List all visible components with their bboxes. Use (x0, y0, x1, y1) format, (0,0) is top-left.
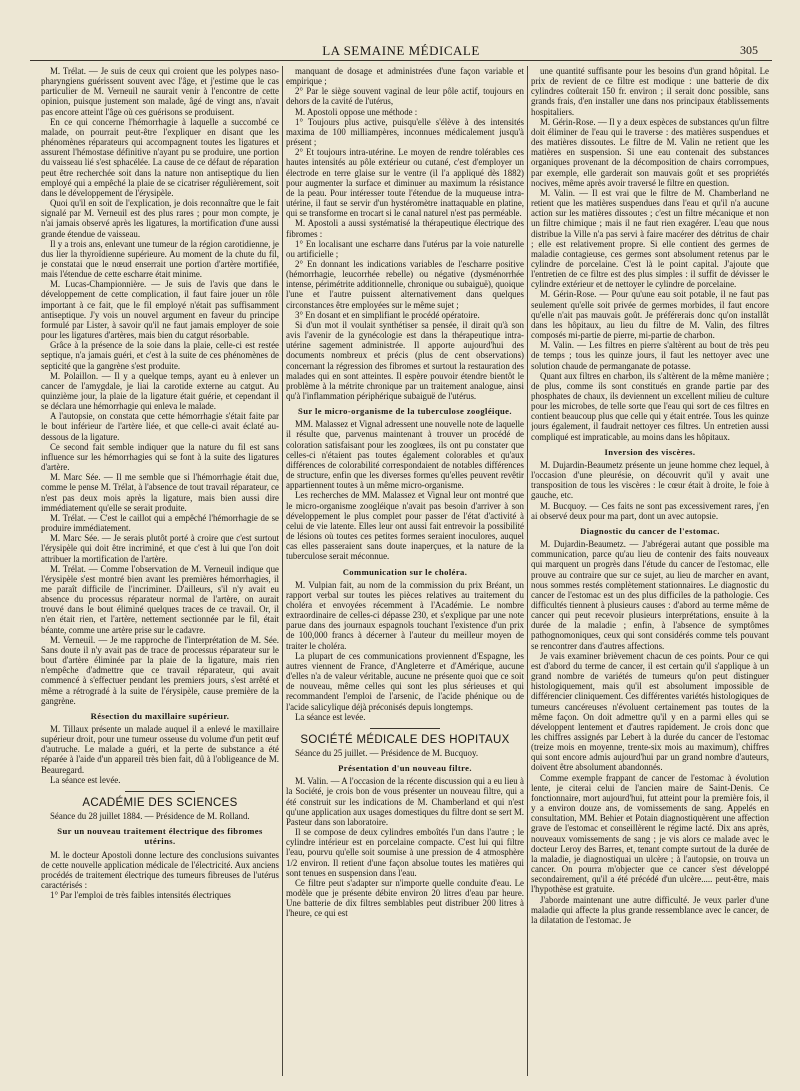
paragraph: Ce filtre peut s'adapter sur n'importe quelle conduite d'eau. Le modèle que je présente débite environ 20 litres d'eau par heure. Une batterie de dix filtres semblables peut distribuer 200 litres à l'heure, ce qui est (286, 877, 524, 919)
paragraph: Comme exemple frappant de cancer de l'estomac à évolution lente, je citerai celui de l'ancien maire de Saint-Denis. Ce fonctionnaire, mort aujourd'hui, fut atteint pour la première fois, il y a environ douze ans, de vomissements de sang. Appelés en consultation, MM. Behier et Potain diagnostiquèrent une affection grave de l'estomac et conseillèrent le régime lacté. Dix ans après, nouveaux vomissements de sang ; je vis alors ce malade avec le docteur Leroy des Barres, et, tenant compte surtout de la durée de la maladie, je diagnostiquai un ulcère ; à l'autopsie, on trouva un cancer. On pourra m'objecter que ce cancer s'est développé secondairement, qu'il a été précédé d'un ulcère..... peut-être, mais l'hypothèse est gratuite. (531, 772, 769, 895)
paragraph: En ce qui concerne l'hémorrhagie à laquelle a succombé ce malade, on pourrait peut-être l'expliquer en disant que les phénomènes réparateurs qui accompagnent toutes les ligatures et assurent l'hémostase définitive n'ayant pu se produire, une portion du vaisseau lié s'est sphacélée. La cause de ce défaut de réparation peut être recherchée soit dans la nature non antiseptique du lien employé qui a empêché la plaie de se cicatriser régulièrement, soit dans le développement de l'érysipèle. (41, 116, 279, 198)
paragraph: 2° Et toujours intra-utérine. Le moyen de rendre tolérables ces hautes intensités au pôle extérieur ou cutané, c'est d'employer un électrode en terre glaise sur le ventre (il l'a appliqué dès 1882) pour augmenter la surface et diminuer au maximum la résistance de la peau. Pour intéresser toute l'étendue de la muqueuse intra-utérine, il faut se servir d'un hystéromètre inattaquable en platine, qui se transforme en trocart si le canal naturel n'est pas perméable. (286, 147, 524, 219)
paragraph: 2° En donnant les indications variables de l'escharre positive (hémorrhagie, leucorrhée rebelle) ou négative (dysménorrhée intense, périmétrite additionnelle, chronique ou subaiguë), quoique l'une et l'autre puissent alternativement dans quelques circonstances être employées sur le même sujet ; (286, 258, 524, 310)
paragraph: Il y a trois ans, enlevant une tumeur de la région carotidienne, je dus lier la thyroïdienne supérieure. Au moment de la chute du fil, je constatai que le nœud enserrait une portion d'artère mortifiée, mais l'étendue de cette escharre était minime. (41, 238, 279, 280)
paragraph: La plupart de ces communications proviennent d'Espagne, les autres viennent de France, d'Angleterre et d'Amérique, aucune d'elles n'a de valeur véritable, aucune ne présente quoi que ce soit de nouveau, même celles qui sont les plus sérieuses et qui recommandent l'emploi de l'arsenic, de l'acide phénique ou de l'acide salicylique déjà préconisés depuis longtemps. (286, 650, 524, 712)
paragraph: M. Dujardin-Beaumetz. — J'abrégerai autant que possible ma communication, parce qu'au lieu de contenir des faits nouveaux qui marquent un progrès dans l'étude du cancer de l'estomac, elle prouve au contraire que sur ce sujet, au lieu de marcher en avant, nous sommes restés complètement stationnaires. Le diagnostic du cancer de l'estomac est un des plus difficiles de la pathologie. Ces difficultés tiennent à plusieurs causes : d'abord au terme même de cancer qui peut recevoir plusieurs interprétations, ensuite à la durée de la maladie ; enfin, à l'absence de symptômes pathognomoniques, ceux qui sont considérés comme tels pouvant se rencontrer dans d'autres affections. (531, 539, 769, 651)
column-divider-2 (527, 66, 528, 1076)
running-header (30, 40, 772, 61)
paragraph: M. Apostoli oppose une méthode : (295, 106, 418, 117)
section-heading: Communication sur le choléra. (342, 566, 468, 577)
section-heading: Présentation d'un nouveau filtre. (338, 763, 472, 774)
paragraph: Ce second fait semble indiquer que la nature du fil est sans influence sur les hémorrhagies qui se font à la suite des ligatures d'artère. (41, 441, 279, 473)
paragraph: M. Gérin-Rose. — Pour qu'une eau soit potable, il ne faut pas seulement qu'elle soit privée de germes morbides, il faut encore qu'elle n'ait pas mauvais goût. Je préférerais donc qu'on installât dans les hôpitaux, au lieu du filtre de M. Valin, des filtres composés mi-partie de pierre, mi-partie de charbon. (531, 289, 769, 341)
paragraph: 2° Par le siège souvent vaginal de leur pôle actif, toujours en dehors de la cavité de l'utérus, (286, 86, 524, 107)
society-heading: ACADÉMIE DES SCIENCES (82, 796, 238, 809)
paragraph: M. Gérin-Rose. — Il y a deux espèces de substances qu'un filtre doit éliminer de l'eau qui le traverse : des matières suspendues et des matières dissoutes. Le filtre de M. Valin ne retient que les matières en suspension. Si une eau contenait des substances organiques provenant de la décomposition de chairs corrompues, par exemple, elle garderait son mauvais goût et ses propriétés nocives, même après avoir traversé le filtre en question. (531, 116, 769, 188)
section-heading: Sur le micro-organisme de la tuberculose zoogléique. (298, 406, 512, 417)
paragraph: Si d'un mot il voulait synthétiser sa pensée, il dirait qu'à son avis l'avenir de la gynécologie est dans la thérapeutique intra-utérine sagement administrée. Il apporte aujourd'hui des documents nombreux et précis (plus de cent observations) concernant la régression des fibromes et surtout la restauration des malades qui en sont atteintes. Il espère pouvoir étendre bientôt le problème à la métrite chronique par un traitement analogue, ainsi qu'à l'inflammation périphérique subaiguë de l'utérus. (286, 319, 524, 401)
paragraph: M. Tillaux présente un malade auquel il a enlevé le maxillaire supérieur droit, pour une tumeur osseuse du volume d'un petit œuf d'autruche. Le malade a guéri, et la perte de substance a été réparée à l'aide d'un appareil très bien fait, dû à l'obligeance de M. Beauregard. (41, 724, 279, 775)
paragraph: M. Marc Sée. — Il me semble que si l'hémorrhagie était due, comme le pense M. Trélat, à l'absence de tout travail réparateur, ce n'est pas deux mois après la ligature, mais bien aussi dire immédiatement qu'elle se serait produite. (41, 472, 279, 513)
paragraph: Les recherches de MM. Malassez et Vignal leur ont montré que le micro-organisme zoogléique n'avait pas besoin d'arriver à son développement le plus complet pour passer de l'état d'activité à celui de vie latente. Elles leur ont aussi fait entrevoir la possibilité de lésions où toutes ces petites formes seraient inoculores, auquel cas elles passeraient sans doute inaperçues, et la nature de la tuberculose serait méconnue. (286, 490, 524, 562)
section-rule (370, 728, 440, 729)
paragraph: 1° En localisant une escharre dans l'utérus par la voie naturelle ou artificielle ; (286, 238, 524, 259)
paragraph: M. Polaillon. — Il y a quelque temps, ayant eu à enlever un cancer de l'amygdale, je liai la carotide externe au catgut. Au quinzième jour, la plaie de la ligature était guérie, et cependant il se déclara une hémorrhagie qui enleva le malade. (41, 370, 279, 412)
paragraph: Quoi qu'il en soit de l'explication, je dois reconnaître que le fait signalé par M. Verneuil est des plus rares ; pour mon compte, je n'ai jamais observé après les ligatures, la mortification d'une aussi grande étendue de vaisseau. (41, 198, 279, 239)
paragraph: M. Trélat. — C'est le caillot qui a empêché l'hémorrhagie de se produire immédiatement. (41, 512, 279, 534)
paragraph: M. Valin. — A l'occasion de la récente discussion qui a eu lieu à la Société, je crois bon de vous présenter un nouveau filtre, qui a été construit sur les indications de M. Chamberland et qui n'est qu'une application aux usages domestiques du filtre dont se sert M. Pasteur dans son laboratoire. (286, 776, 524, 827)
section-heading: Résection du maxillaire supérieur. (90, 710, 230, 721)
column-1 (41, 66, 279, 1078)
paragraph: M. Bucquoy. — Ces faits ne sont pas excessivement rares, j'en ai observé deux pour ma part, dont un avec autopsie. (531, 500, 769, 521)
paragraph: M. Trélat. — Comme l'observation de M. Verneuil indique que l'érysipèle s'est montré bien avant les premières hémorrhagies, il me paraît difficile de l'incriminer. D'ailleurs, s'il n'y avait eu absence du processus réparateur normal de l'artère, on aurait trouvé dans le bout éliminé quelques traces de ce travail. Or, il n'en était rien, et l'artère, nettement sectionnée par le fil, était béante, comme une artère prise sur le cadavre. (41, 563, 279, 635)
column-3 (531, 66, 769, 1078)
paragraph: M. Vulpian fait, au nom de la commission du prix Bréant, un rapport verbal sur toutes les pièces relatives au traitement du choléra et envoyées récemment à l'Académie. Le nombre extraordinaire de celles-ci dépasse 230, et s'explique par une note parue dans des journaux espagnols touchant l'existence d'un prix de 100,000 francs à décerner à l'auteur du meilleur moyen de traiter le choléra. (286, 579, 524, 651)
running-title: LA SEMAINE MÉDICALE (322, 43, 480, 58)
paragraph: Grâce à la présence de la soie dans la plaie, celle-ci est restée septique, n'a jamais guéri, et c'est à la suite de ces phénomènes de septicité que la gangrène s'est produite. (41, 340, 279, 371)
paragraph: 1° Toujours plus active, puisqu'elle s'élève à des intensités maxima de 100 milliampères, inconnues médicalement jusqu'à présent ; (286, 116, 524, 148)
paragraph: M. Marc Sée. — Je serais plutôt porté à croire que c'est surtout l'érysipèle qui doit être incriminé, et que c'est à lui que l'on doit attribuer la mortification de l'artère. (41, 533, 279, 564)
paragraph: Je vais examiner brièvement chacun de ces points. Pour ce qui est d'abord du terme de cancer, il est certain qu'il s'applique à un grand nombre de variétés de tumeurs qu'on peut distinguer histologiquement, mais qu'il est absolument impossible de différencier cliniquement. Ces différentes variétés histologiques de tumeurs cancéreuses n'évoluent certainement pas toutes de la même façon. On doit admettre qu'il y en a parmi elles qui se développent lentement et d'autres rapidement. Je crois donc que les chiffres assignés par Lebert à la durée du cancer de l'estomac (treize mois en moyenne, trente-six mois au maximum), chiffres qui sont encore admis aujourd'hui par un grand nombre d'auteurs, doivent être absolument abandonnés. (531, 650, 769, 773)
section-heading: Inversion des viscères. (604, 446, 696, 457)
paragraph: M. Lucas-Championnière. — Je suis de l'avis que dans le développement de cette complication, il faut faire jouer un rôle important à ce fait, que le fil employé n'était pas suffisamment antiseptique. J'y vois un nouvel argument en faveur du principe formulé par Lister, à savoir qu'il ne faut jamais employer de soie pour les ligatures d'artères, mais bien du catgut résorbable. (41, 279, 279, 341)
column-2 (286, 66, 524, 1078)
paragraph: M. le docteur Apostoli donne lecture des conclusions suivantes de cette nouvelle application médicale de l'électricité. Aux anciens procédés de traitement électrique des tumeurs fibreuses de l'utérus caractérisés : (41, 849, 279, 891)
paragraph: M. Valin. — Il est vrai que le filtre de M. Chamberland ne retient que les matières suspendues dans l'eau et qu'il n'a aucune action sur les matières dissoutes ; c'est un filtre mécanique et non un filtre chimique ; mais il ne faut rien exagérer. L'eau que nous distribue la Ville n'a pas servi à faire macérer des détritus de chair ; elle est relativement propre. Si elle contient des germes de maladie contagieuse, ces germes sont absolument retenus par le cylindre de porcelaine. C'est là le point capital. J'ajoute que l'entretien de ce filtre est des plus simples : il suffit de dévisser le cylindre extérieur et de nettoyer le cylindre de porcelaine. (531, 187, 769, 290)
paragraph: La séance est levée. (50, 774, 121, 785)
paragraph: M. Trélat. — Je suis de ceux qui croient que les polypes naso-pharyngiens guérissent souvent avec l'âge, et j'estime que le cas particulier de M. Verneuil ne saurait venir à l'encontre de cette opinion, puisque justement son malade, âgé de vingt ans, n'avait pas encore atteint l'âge où ces guérisons se produisent. (41, 66, 279, 117)
section-heading: Diagnostic du cancer de l'estomac. (580, 525, 720, 536)
paragraph: A l'autopsie, on constata que cette hémorrhagie s'était faite par le bout inférieur de l'artère liée, et que celle-ci avait éclaté au-dessous de la ligature. (41, 411, 279, 442)
paragraph: Quant aux filtres en charbon, ils s'altèrent de la même manière ; de plus, comme ils sont constitués en grande partie par des phosphates de chaux, ils deviennent un excellent milieu de culture pour les microbes, de telle sorte que l'eau qui sort de ces filtres en contient beaucoup plus que celle qui y était entrée. Tous les quinze jours également, il faudrait nettoyer ces filtres. Un entretien aussi compliqué est impraticable, au moins dans les hôpitaux. (531, 370, 769, 442)
session-line: Séance du 25 juillet. — Présidence de M. Bucquoy. (295, 748, 479, 758)
session-line: Séance du 28 juillet 1884. — Présidence de M. Rolland. (50, 811, 250, 822)
paragraph: 1° Par l'emploi de très faibles intensités électriques (50, 890, 231, 901)
paragraph: M. Dujardin-Beaumetz présente un jeune homme chez lequel, à l'occasion d'une pleurésie, on découvrit qu'il y avait une transposition de tous les viscères : le cœur était à droite, le foie à gauche, etc. (531, 459, 769, 501)
page-number: 305 (740, 43, 758, 57)
paragraph: J'aborde maintenant une autre difficulté. Je veux parler d'une maladie qui affecte la plus grande ressemblance avec le cancer, de la dilatation de l'estomac. Je (531, 894, 769, 925)
paragraph: M. Verneuil. — Je me rapproche de l'interprétation de M. Sée. Sans doute il n'y avait pas de trace de processus réparateur sur le bout d'artère éliminée par la plaie de la ligature, mais rien n'empêche d'admettre que ce travail réparateur, qui avait commencé à s'effectuer pendant les premiers jours, s'est arrêté et même a rétrogradé à la suite de l'érysipèle, cause première de la gangrène. (41, 634, 279, 706)
society-heading: SOCIÉTÉ MÉDICALE DES HOPITAUX (300, 733, 510, 746)
paragraph: La séance est levée. (295, 711, 366, 722)
paragraph: 3° En dosant et en simplifiant le procédé opératoire. (295, 309, 480, 320)
paragraph: M. Apostoli a aussi systématisé la thérapeutique électrique des fibromes : (286, 218, 524, 239)
section-rule (125, 791, 195, 792)
section-heading: Sur un nouveau traitement électrique des fibromes utérins. (57, 826, 263, 847)
column-divider-1 (282, 66, 283, 1076)
paragraph: manquant de dosage et administrées d'une façon variable et empirique ; (286, 66, 524, 87)
paragraph: Il se compose de deux cylindres emboîtés l'un dans l'autre ; le cylindre intérieur est en porcelaine compacte. C'est lui qui filtre l'eau, pourvu qu'elle soit soumise à une pression de 4 atmosphère 1/2 environ. Il retient d'une façon absolue toutes les matières qui sont tenues en suspension dans l'eau. (286, 827, 524, 878)
paragraph: MM. Malassez et Vignal adressent une nouvelle note de laquelle il résulte que, parvenus maintenant à trouver un procédé de coloration satisfaisant pour les zooglœes, ils ont pu constater que celles-ci n'étaient pas toutes également colorables et qu'aux différences de colorabilité correspondaient de notables différences de structure, enfin que les diverses formes qu'elles peuvent revêtir appartiennent toutes à un même micro-organisme. (286, 419, 524, 491)
paragraph: M. Valin. — Les filtres en pierre s'altèrent au bout de très peu de temps ; tous les quinze jours, il faut les nettoyer avec une solution chaude de permanganate de potasse. (531, 340, 769, 371)
paragraph: une quantité suffisante pour les besoins d'un grand hôpital. Le prix de revient de ce filtre est modique : une batterie de dix cylindres coûterait 150 fr. environ ; il serait donc possible, sans grands frais, d'en installer une dans nos principaux établissements hospitaliers. (531, 66, 769, 117)
